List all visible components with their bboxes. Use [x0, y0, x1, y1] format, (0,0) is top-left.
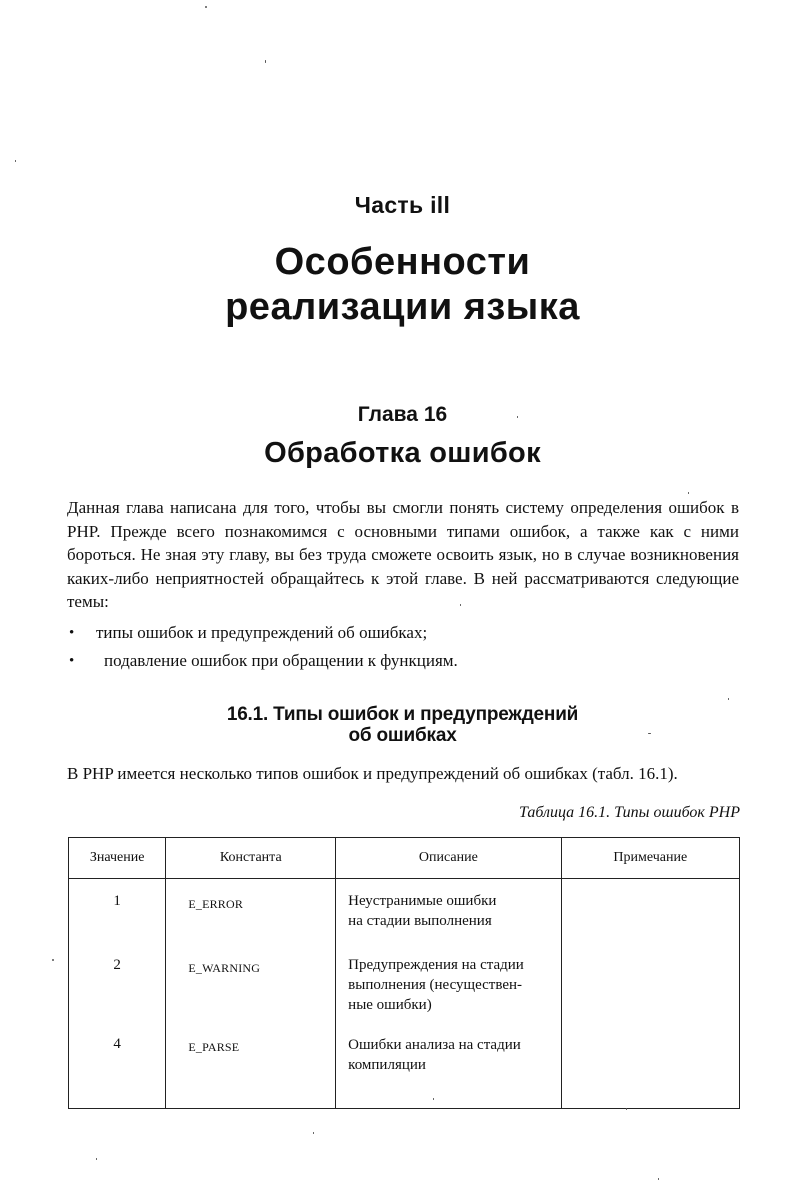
- cell-constant: E_PARSE: [166, 1031, 336, 1109]
- section-heading-line-2: об ошибках: [348, 725, 457, 746]
- section-heading-line-1: 16.1. Типы ошибок и предупреждений: [226, 704, 579, 725]
- cell-value: 4: [69, 1031, 166, 1109]
- chapter-label: Глава 16: [357, 403, 448, 426]
- bullet-icon: •: [69, 653, 75, 669]
- scan-speck: [205, 6, 207, 8]
- part-title-line-2: реализации языка: [225, 286, 580, 328]
- cell-value: 2: [69, 949, 166, 1031]
- list-item-text: подавление ошибок при обращении к функциям.: [104, 651, 458, 670]
- description-line: выполнения (несуществен-: [348, 977, 523, 993]
- scan-speck: [265, 60, 266, 63]
- list-item-text: типы ошибок и предупреждений об ошибках;: [96, 623, 428, 642]
- cell-description: [336, 879, 561, 950]
- header-note: Примечание: [561, 838, 739, 879]
- scan-speck: [626, 1108, 627, 1110]
- cell-note: [561, 949, 739, 1031]
- header-description: Описание: [336, 838, 561, 879]
- scan-speck: [688, 492, 689, 494]
- description-line: Предупреждения на стадии: [348, 957, 524, 973]
- part-title: [0, 240, 791, 330]
- cell-description: [336, 949, 561, 1031]
- cell-constant: E_WARNING: [166, 949, 336, 1031]
- scan-speck: [658, 1178, 659, 1180]
- table-header-row: [69, 838, 740, 879]
- part-label: Часть ill: [354, 192, 451, 218]
- scan-speck: [648, 733, 651, 734]
- cell-note: [561, 879, 739, 950]
- description-line: ные ошибки): [348, 997, 432, 1013]
- cell-constant: E_ERROR: [166, 879, 336, 950]
- part-title-line-1: Особенности: [274, 241, 531, 283]
- description-line: на стадии выполнения: [348, 913, 492, 929]
- description-line: Ошибки анализа на стадии: [348, 1037, 521, 1053]
- cell-description: [336, 1031, 561, 1109]
- table-row: [69, 879, 740, 950]
- bullet-icon: •: [69, 625, 75, 641]
- scan-speck: [96, 1158, 97, 1160]
- description-line: компиляции: [348, 1057, 426, 1073]
- scan-speck: [517, 416, 518, 418]
- table-row: [69, 1031, 740, 1109]
- scan-speck: [728, 698, 729, 700]
- cell-note: [561, 1031, 739, 1109]
- scan-speck: [15, 160, 16, 162]
- list-item: [67, 650, 739, 678]
- table-caption: Таблица 16.1. Типы ошибок PHP: [519, 804, 740, 821]
- error-types-table: [68, 837, 740, 1109]
- description-line: Неустранимые ошибки: [348, 893, 497, 909]
- chapter-title: Обработка ошибок: [264, 437, 541, 469]
- list-item: [67, 622, 739, 650]
- scan-speck: [433, 1098, 434, 1100]
- header-value: Значение: [69, 838, 166, 879]
- section-text: В PHP имеется несколько типов ошибок и предупреждений об ошибках (табл. 16.1).: [67, 764, 678, 783]
- scan-speck: [52, 959, 54, 961]
- intro-paragraph: Данная глава написана для того, чтобы вы смогли понять систему определения ошибок в PHP. Прежде всего познакомимся с основными типами ошибок, а также как с ними бороться. Не зная эту главу, вы без труда сможете освоить язык, но в случае возникновения каких-либо неприятностей обращайтесь к этой главе. В ней рассматриваются следующие темы:: [67, 498, 739, 611]
- topic-list: [67, 622, 739, 678]
- scan-speck: [460, 604, 461, 606]
- scan-speck: [313, 1132, 314, 1134]
- table-row: [69, 949, 740, 1031]
- cell-value: 1: [69, 879, 166, 950]
- section-heading: [0, 704, 791, 746]
- header-constant: Константа: [166, 838, 336, 879]
